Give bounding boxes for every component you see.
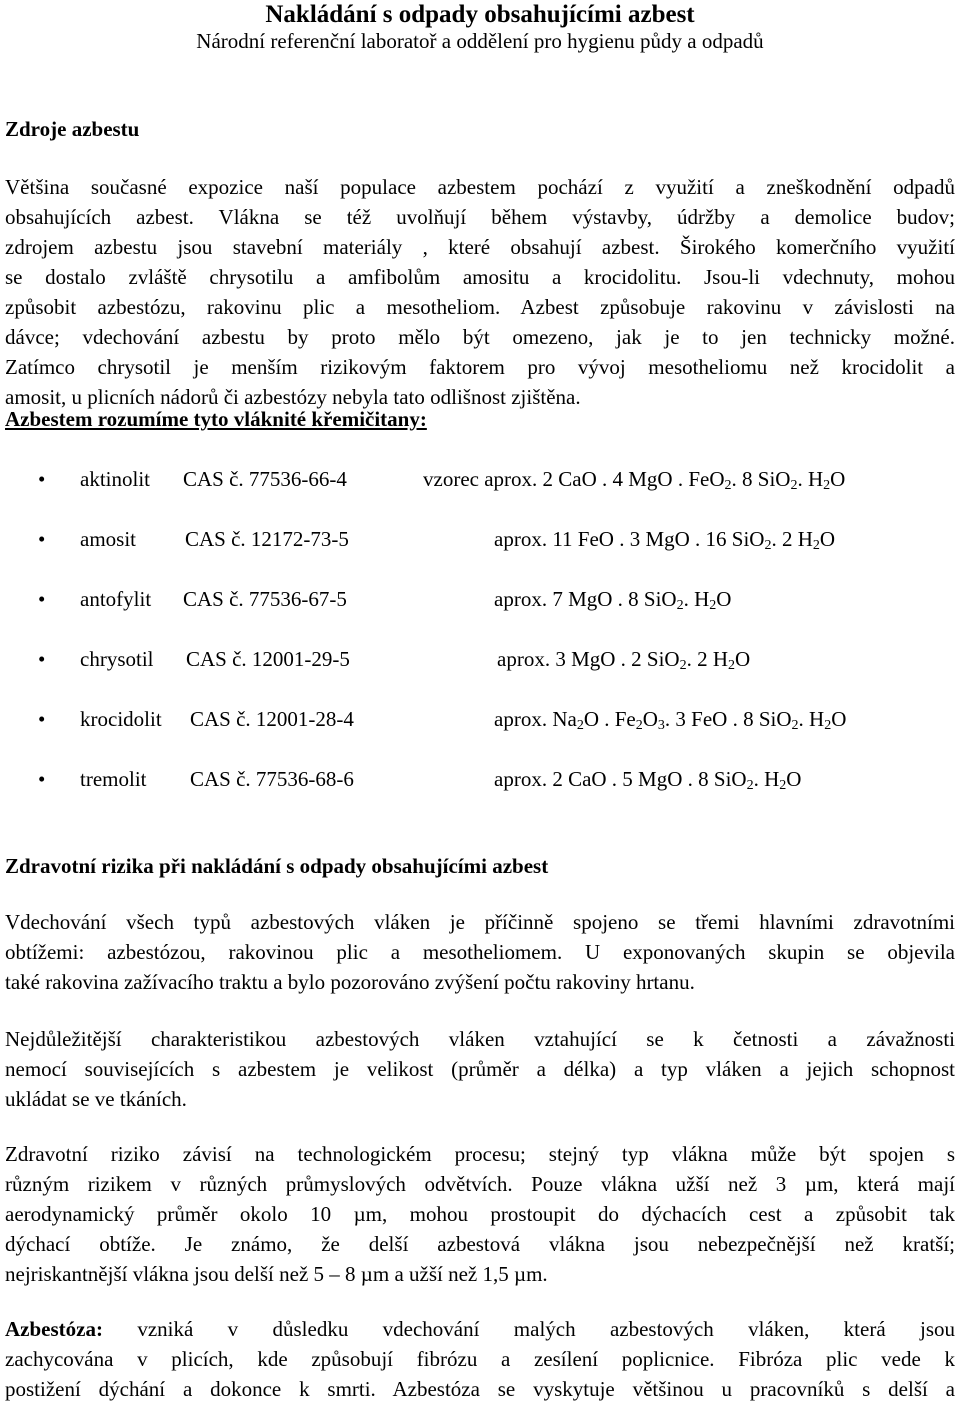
text-line: ukládat se ve tkáních. — [5, 1087, 187, 1111]
text-line: Nejdůležitější charakteristikou azbestových vláken vztahující se k četnosti a závažnosti — [5, 1027, 955, 1051]
paragraph-health-2 — [5, 1024, 955, 1114]
text-line: se dostalo zvláště chrysotilu a amfibolům amositu a krocidolitu. Jsou-li vdechnuty, mohou — [5, 265, 955, 289]
mineral-formula — [494, 764, 801, 794]
mineral-cas-number: CAS č. 12001-28-4 — [190, 707, 354, 731]
text-line: dávce; vdechování azbestu by proto mělo být omezeno, jak je to jen technicky možné. — [5, 325, 955, 349]
text-line: aerodynamický průměr okolo 10 µm, mohou prostoupit do dýchacích cest a způsobit tak — [5, 1202, 955, 1226]
mineral-item — [0, 524, 960, 554]
formula-subscript: 2 — [728, 658, 736, 673]
formula-text: O — [831, 707, 847, 731]
formula-subscript: 3 — [657, 718, 665, 733]
bullet-icon: • — [38, 587, 46, 611]
formula-text: . 8 SiO — [731, 467, 791, 491]
mineral-item — [0, 704, 960, 734]
text-line — [5, 1314, 955, 1344]
paragraph-health-1 — [5, 907, 955, 997]
formula-text: . 2 H — [686, 647, 729, 671]
text-line: různým rizikem v různých průmyslových odvětvích. Pouze vlákna užší než 3 µm, která mají — [5, 1172, 955, 1196]
formula-subscript: 2 — [791, 718, 799, 733]
document-title: Nakládání s odpady obsahujícími azbest — [265, 1, 695, 28]
text-line: dýchací obtíže. Je známo, že delší azbestová vlákna jsou nebezpečnější než kratší; — [5, 1232, 955, 1256]
mineral-item — [0, 764, 960, 794]
text-line: nejriskantnější vlákna jsou delší než 5 – 8 µm a užší než 1,5 µm. — [5, 1262, 548, 1286]
mineral-cas-number: CAS č. 12172-73-5 — [185, 527, 349, 551]
text-line: Zdravotní riziko závisí na technologickém procesu; stejný typ vlákna může být spojen s — [5, 1142, 955, 1166]
formula-subscript: 2 — [679, 658, 687, 673]
section-heading-health-risks: Zdravotní rizika při nakládání s odpady obsahujícími azbest — [5, 854, 549, 878]
text-line: amosit, u plicních nádorů či azbestózy nebyla tato odlišnost zjištěna. — [5, 385, 581, 409]
formula-text: . H — [798, 707, 825, 731]
text-line: postižení dýchání a dokonce k smrti. Azbestóza se vyskytuje většinou u pracovníků s delší a — [5, 1377, 955, 1401]
formula-text: O — [716, 587, 732, 611]
formula-text: O — [830, 467, 846, 491]
text-line: také rakovina zažívacího traktu a bylo pozorováno zvýšení počtu rakoviny hrtanu. — [5, 970, 695, 994]
formula-text: O — [735, 647, 751, 671]
text-line: Zatímco chrysotil je menším rizikovým faktorem pro vývoj mesotheliomu než krocidolit a — [5, 355, 955, 379]
formula-subscript: 2 — [790, 478, 798, 493]
formula-text: . 2 H — [771, 527, 813, 551]
formula-subscript: 2 — [764, 538, 772, 553]
text-line: způsobit azbestózu, rakovinu plic a mesotheliom. Azbest způsobuje rakovinu v závislosti na — [5, 295, 955, 319]
formula-text: vzorec aprox. 2 CaO . 4 MgO . FeO — [423, 467, 725, 491]
formula-text: O — [642, 707, 658, 731]
formula-text: . H — [753, 767, 780, 791]
mineral-formula — [497, 644, 750, 674]
section-heading-sources: Zdroje azbestu — [5, 117, 140, 141]
mineral-item — [0, 644, 960, 674]
formula-text: aprox. 2 CaO . 5 MgO . 8 SiO — [494, 767, 747, 791]
formula-text: O — [786, 767, 802, 791]
text-line: zachycována v plicích, kde způsobují fibrózu a zesílení poplicnice. Fibróza plic vede k — [5, 1347, 955, 1371]
formula-subscript: 2 — [576, 718, 584, 733]
formula-text: . 3 FeO . 8 SiO — [664, 707, 792, 731]
bullet-icon: • — [38, 767, 46, 791]
asbestosis-text: vzniká v důsledku vdechování malých azbestových vláken, která jsou — [102, 1317, 955, 1341]
bullet-icon: • — [38, 527, 46, 551]
formula-text: . H — [797, 467, 824, 491]
bullet-icon: • — [38, 647, 46, 671]
formula-text: O — [819, 527, 836, 551]
mineral-cas-number: CAS č. 77536-67-5 — [183, 587, 347, 611]
mineral-name: antofylit — [80, 587, 152, 611]
mineral-formula — [494, 704, 846, 734]
mineral-item — [0, 464, 960, 494]
mineral-cas-number: CAS č. 77536-68-6 — [190, 767, 354, 791]
formula-subscript: 2 — [779, 778, 787, 793]
paragraph-sources — [5, 172, 955, 412]
bullet-icon: • — [38, 467, 46, 491]
mineral-name: tremolit — [80, 767, 147, 791]
formula-subscript: 2 — [746, 778, 754, 793]
mineral-name: aktinolit — [80, 467, 150, 491]
text-line: obtížemi: azbestózou, rakovinou plic a mesotheliomem. U exponovaných skupin se objevila — [5, 940, 955, 964]
formula-text: aprox. 7 MgO . 8 SiO — [494, 587, 677, 611]
mineral-cas-number: CAS č. 12001-29-5 — [186, 647, 350, 671]
minerals-list-heading: Azbestem rozumíme tyto vláknité křemičitany: — [5, 407, 427, 431]
text-line: Vdechování všech typů azbestových vláken je příčinně spojeno se třemi hlavními zdravotními — [5, 910, 955, 934]
bullet-icon: • — [38, 707, 46, 731]
text-line: obsahujících azbest. Vlákna se též uvolňují během výstavby, údržby a demolice budov; — [5, 205, 955, 229]
formula-text: . H — [683, 587, 710, 611]
paragraph-asbestosis — [5, 1314, 955, 1404]
mineral-formula — [494, 524, 835, 554]
mineral-name: chrysotil — [80, 647, 154, 671]
formula-subscript: 2 — [709, 598, 717, 613]
formula-subscript: 2 — [824, 718, 832, 733]
mineral-item — [0, 584, 960, 614]
text-line: Většina současné expozice naší populace azbestem pochází z využití a zneškodnění odpadů — [5, 175, 955, 199]
document-subtitle: Národní referenční laboratoř a oddělení pro hygienu půdy a odpadů — [196, 29, 764, 53]
formula-subscript: 2 — [812, 538, 820, 553]
formula-text: aprox. Na — [494, 707, 577, 731]
mineral-formula — [423, 464, 845, 494]
text-line: zdrojem azbestu jsou stavební materiály , které obsahují azbest. Širokého komerčního využití — [5, 235, 955, 259]
formula-subscript: 2 — [676, 598, 684, 613]
mineral-formula — [494, 584, 731, 614]
formula-subscript: 2 — [635, 718, 643, 733]
mineral-name: amosit — [80, 527, 136, 551]
formula-subscript: 2 — [724, 478, 732, 493]
paragraph-health-3 — [5, 1139, 955, 1289]
formula-text: O . Fe — [583, 707, 636, 731]
mineral-cas-number: CAS č. 77536-66-4 — [183, 467, 347, 491]
mineral-name: krocidolit — [80, 707, 162, 731]
text-line: nemocí souvisejících s azbestem je velikost (průměr a délka) a typ vláken a jejich schopnost — [5, 1057, 955, 1081]
formula-subscript: 2 — [823, 478, 831, 493]
asbestosis-label: Azbestóza: — [5, 1317, 103, 1341]
formula-text: aprox. 11 FeO . 3 MgO . 16 SiO — [494, 527, 765, 551]
formula-text: aprox. 3 MgO . 2 SiO — [497, 647, 680, 671]
